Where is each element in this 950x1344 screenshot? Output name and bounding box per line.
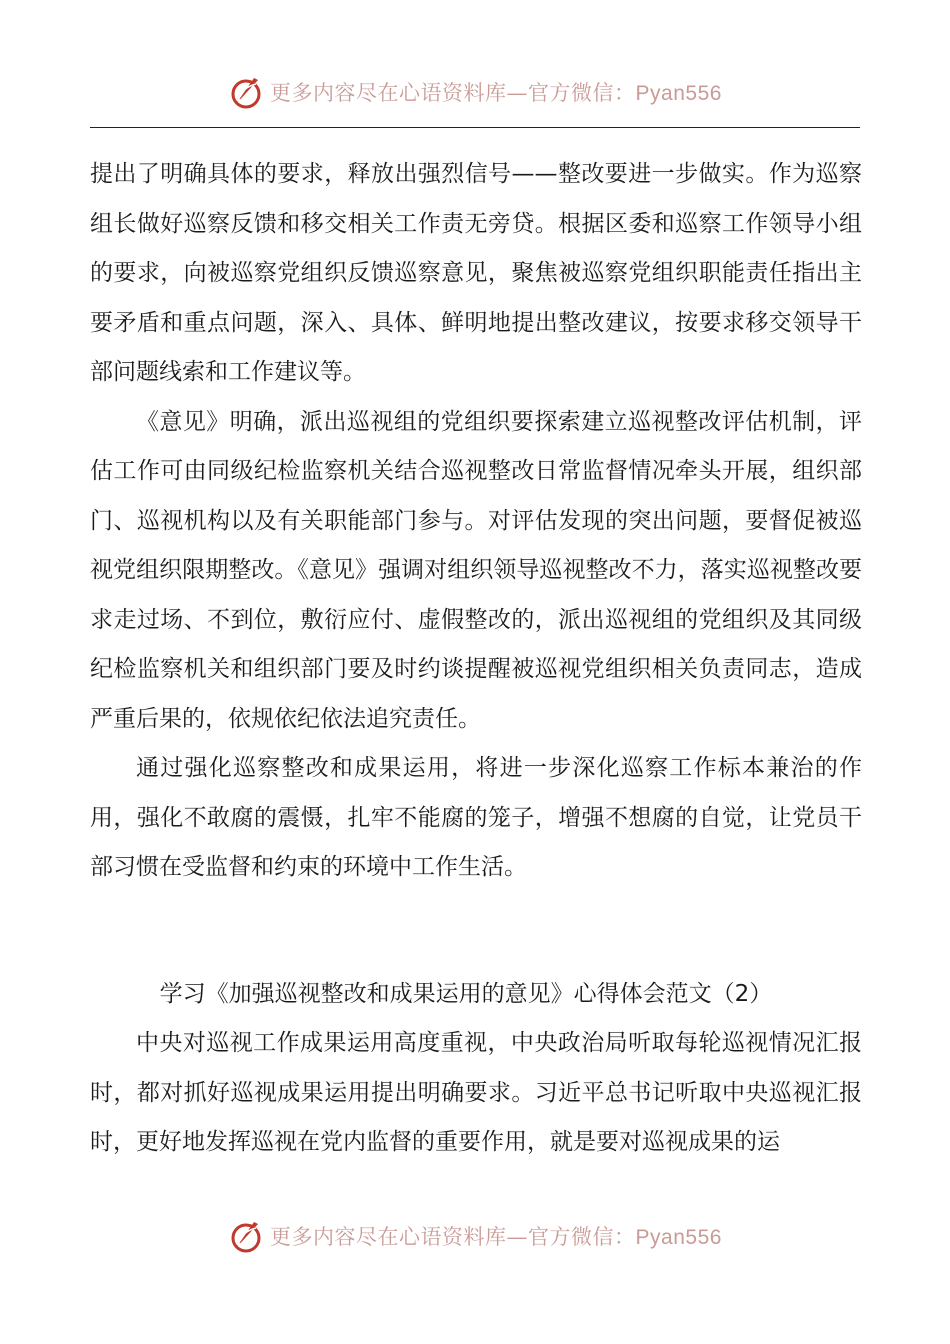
paragraph-4: 中央对巡视工作成果运用高度重视，中央政治局听取每轮巡视情况汇报时，都对抓好巡视成果运用提出明确要求。习近平总书记听取中央巡视汇报时，更好地发挥巡视在党内监督的重要作用，就是要对巡视成果的运 [90,1030,862,1155]
header-banner-contact: 官方微信： [528,81,636,105]
document-body [90,150,862,1168]
footer-banner-text [270,1221,722,1251]
paragraph-1: 提出了明确具体的要求，释放出强烈信号——整改要进一步做实。作为巡察组长做好巡察反馈和移交相关工作责无旁贷。根据区委和巡察工作领导小组的要求，向被巡察党组织反馈巡察意见，聚焦被巡察党组织职能责任指出主要矛盾和重点问题，深入、具体、鲜明地提出整改建议，按要求移交领导干部问题线索和工作建议等。 [90,161,862,385]
quill-pen-logo-icon [228,1218,264,1254]
footer-banner-dash: — [506,1225,529,1249]
header-banner-main: 更多内容尽在心语资料库 [270,81,507,105]
quill-pen-logo-icon [228,74,264,110]
section-title: 学习《加强巡视整改和成果运用的意见》心得体会范文（2） [159,980,773,1007]
footer-wechat-id: Pyan556 [635,1226,722,1249]
header-banner-dash: — [506,81,529,105]
header-banner [0,72,950,112]
footer-banner [0,1216,950,1256]
paragraph-3: 通过强化巡察整改和成果运用，将进一步深化巡察工作标本兼治的作用，强化不敢腐的震慑，扎牢不能腐的笼子，增强不想腐的自觉，让党员干部习惯在受监督和约束的环境中工作生活。 [90,755,862,880]
footer-banner-contact: 官方微信： [528,1225,636,1249]
footer-banner-main: 更多内容尽在心语资料库 [270,1225,507,1249]
header-wechat-id: Pyan556 [635,82,722,105]
paragraph-2: 《意见》明确，派出巡视组的党组织要探索建立巡视整改评估机制，评估工作可由同级纪检监察机关结合巡视整改日常监督情况牵头开展，组织部门、巡视机构以及有关职能部门参与。对评估发现的突出问题，要督促被巡视党组织限期整改。《意见》强调对组织领导巡视整改不力，落实巡视整改要求走过场、不到位，敷衍应付、虚假整改的，派出巡视组的党组织及其同级纪检监察机关和组织部门要及时约谈提醒被巡视党组织相关负责同志，造成严重后果的，依规依纪依法追究责任。 [90,408,862,732]
header-divider [90,127,860,128]
header-banner-text [270,77,722,107]
